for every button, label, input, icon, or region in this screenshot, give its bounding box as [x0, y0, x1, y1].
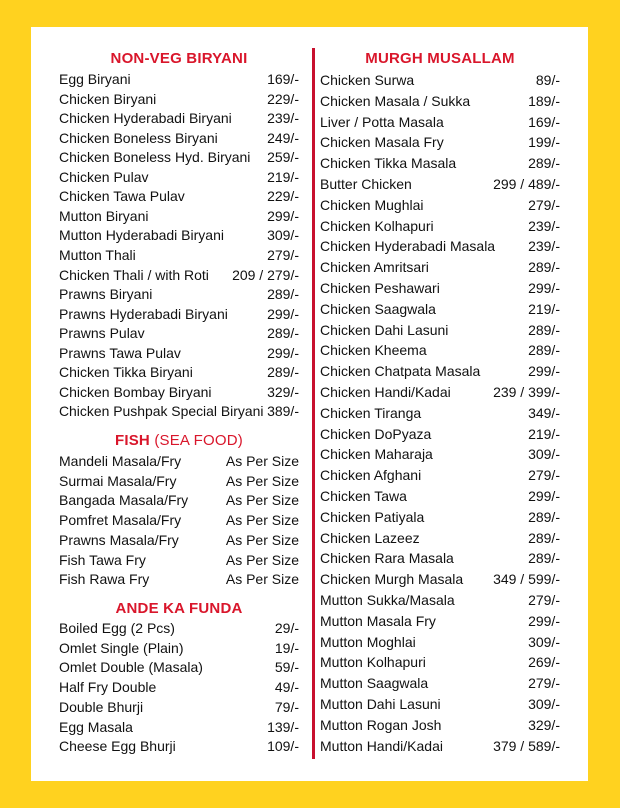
menu-item — [59, 90, 299, 108]
item-price: 289/- — [528, 550, 560, 567]
item-price: 199/- — [528, 134, 560, 151]
item-name: Chicken Afghani — [320, 467, 422, 484]
item-name: Prawns Hyderabadi Biryani — [59, 305, 228, 322]
menu-item — [59, 402, 299, 420]
item-name: Egg Masala — [59, 718, 133, 735]
item-price: 279/- — [528, 196, 560, 213]
item-price: 299/- — [528, 612, 560, 629]
menu-item — [320, 175, 560, 193]
menu-item — [320, 113, 560, 131]
item-price: 279/- — [267, 246, 299, 263]
item-name: Prawns Tawa Pulav — [59, 344, 181, 361]
menu-item — [59, 226, 299, 244]
item-price: 309/- — [528, 446, 560, 463]
item-price: 59/- — [274, 659, 299, 676]
item-name: Mutton Kolhapuri — [320, 654, 426, 671]
menu-item — [59, 187, 299, 205]
item-name: Mutton Handi/Kadai — [320, 737, 443, 754]
item-name: Chicken Hyderabadi Masala — [320, 238, 496, 255]
menu-item — [59, 619, 299, 637]
menu-item — [59, 472, 299, 490]
menu-item — [59, 109, 299, 127]
item-price: 289/- — [528, 508, 560, 525]
menu-item — [59, 285, 299, 303]
item-price: 289/- — [267, 286, 299, 303]
item-price: As Per Size — [225, 531, 299, 548]
item-name: Mutton Rogan Josh — [320, 716, 442, 733]
menu-item — [320, 529, 560, 547]
item-price: 349 / 599/- — [493, 571, 560, 588]
item-name: Mutton Saagwala — [320, 675, 429, 692]
menu-item — [59, 383, 299, 401]
section-title-murgh-musallam: MURGH MUSALLAM — [365, 50, 515, 67]
item-name: Pomfret Masala/Fry — [59, 512, 182, 529]
menu-item — [320, 383, 560, 401]
menu-item — [320, 237, 560, 255]
item-name: Surmai Masala/Fry — [59, 472, 177, 489]
menu-item — [59, 168, 299, 186]
item-name: Chicken Masala Fry — [320, 134, 444, 151]
menu-item — [320, 404, 560, 422]
item-name: Butter Chicken — [320, 176, 412, 192]
menu-item — [59, 148, 299, 166]
item-price: 299/- — [267, 207, 299, 224]
menu-item — [59, 678, 299, 696]
item-name: Mutton Moghlai — [320, 633, 416, 650]
item-name: Chicken Tawa Pulav — [59, 188, 185, 205]
item-name: Chicken Chatpata Masala — [320, 363, 481, 380]
item-price: 239/- — [528, 238, 560, 255]
menu-item — [59, 129, 299, 147]
item-name: Omlet Single (Plain) — [59, 639, 184, 656]
item-price: As Per Size — [225, 453, 299, 469]
item-price: 299/- — [267, 305, 299, 322]
item-name: Chicken Hyderabadi Biryani — [59, 110, 232, 127]
item-price: 289/- — [267, 364, 299, 381]
menu-item — [320, 217, 560, 235]
menu-item — [59, 737, 299, 755]
item-price: 309/- — [267, 227, 299, 244]
item-name: Chicken Kolhapuri — [320, 217, 434, 234]
item-price: 309/- — [528, 633, 560, 650]
item-name: Chicken Amritsari — [320, 259, 429, 276]
section-title-fish — [59, 432, 299, 449]
item-name: Chicken Mughlai — [320, 196, 424, 213]
item-price: 219/- — [267, 168, 299, 185]
item-price: 309/- — [528, 696, 560, 712]
item-price: 279/- — [528, 592, 560, 608]
item-price: 209 / 279/- — [232, 266, 299, 283]
item-price: 259/- — [267, 149, 299, 166]
item-price: 279/- — [528, 675, 560, 692]
menu-item — [320, 570, 560, 588]
item-price: 189/- — [528, 92, 560, 109]
item-name: Half Fry Double — [59, 679, 157, 696]
item-price: 219/- — [528, 425, 560, 442]
menu-item — [59, 207, 299, 225]
item-price: 329/- — [267, 383, 299, 400]
item-price: 289/- — [528, 259, 560, 276]
item-name: Chicken Saagwala — [320, 300, 436, 317]
item-name: Chicken Lazeez — [320, 529, 420, 546]
item-name: Chicken Masala / Sukka — [320, 92, 471, 109]
item-name: Chicken Rara Masala — [320, 550, 454, 567]
menu-item — [320, 716, 560, 734]
item-price: 349/- — [528, 404, 560, 421]
item-name: Chicken Maharaja — [320, 446, 433, 463]
item-name: Chicken Tikka Biryani — [59, 364, 193, 381]
menu-item — [59, 570, 299, 588]
menu-item — [59, 305, 299, 323]
item-price: 299/- — [528, 363, 560, 380]
item-name: Chicken Tawa — [320, 488, 407, 504]
menu-item — [59, 344, 299, 362]
item-name: Chicken Biryani — [59, 90, 157, 107]
item-price: 389/- — [267, 403, 299, 420]
item-price: 289/- — [528, 529, 560, 546]
menu-item — [320, 549, 560, 567]
item-price: 279/- — [528, 467, 560, 484]
menu-item — [59, 551, 299, 569]
item-name: Double Bhurji — [59, 698, 144, 715]
item-price: 299/- — [267, 344, 299, 361]
item-name: Omlet Double (Masala) — [59, 659, 203, 676]
fish-subtitle: (SEA FOOD) — [154, 432, 244, 449]
menu-item — [320, 508, 560, 526]
item-name: Chicken Surwa — [320, 72, 415, 88]
item-name: Chicken Bombay Biryani — [59, 383, 212, 400]
menu-item — [320, 487, 560, 505]
menu-item — [320, 133, 560, 151]
item-price: 169/- — [267, 71, 299, 87]
menu-item — [320, 321, 560, 339]
item-name: Prawns Biryani — [59, 286, 153, 303]
item-price: 49/- — [274, 679, 299, 696]
section-title-non-veg-biryani: NON-VEG BIRYANI — [110, 50, 248, 67]
menu-item — [320, 653, 560, 671]
menu-item — [59, 718, 299, 736]
item-name: Prawns Masala/Fry — [59, 531, 179, 548]
item-price: 109/- — [267, 738, 299, 755]
menu-item — [320, 196, 560, 214]
item-name: Chicken Thali / with Roti — [59, 266, 209, 283]
menu-item — [320, 466, 560, 484]
menu-item — [320, 612, 560, 630]
item-price: 249/- — [267, 129, 299, 146]
menu-item — [59, 70, 299, 88]
menu-item — [320, 300, 560, 318]
menu-item — [320, 154, 560, 172]
item-price: 19/- — [274, 639, 299, 656]
item-price: 229/- — [267, 90, 299, 107]
menu-item — [320, 674, 560, 692]
menu-item — [59, 531, 299, 549]
item-price: 239/- — [528, 217, 560, 234]
item-name: Mutton Masala Fry — [320, 612, 436, 629]
item-name: Mutton Sukka/Masala — [320, 592, 455, 608]
item-price: As Per Size — [225, 551, 299, 568]
item-price: 299/- — [528, 280, 560, 296]
item-price: 89/- — [535, 72, 560, 88]
item-name: Cheese Egg Bhurji — [59, 738, 176, 755]
item-name: Egg Biryani — [59, 71, 131, 87]
item-price: 239/- — [267, 110, 299, 127]
item-name: Chicken Tiranga — [320, 404, 422, 421]
item-price: As Per Size — [225, 512, 299, 529]
menu-item — [59, 639, 299, 657]
item-price: As Per Size — [225, 492, 299, 509]
item-name: Boiled Egg (2 Pcs) — [59, 620, 175, 636]
item-price: 299 / 489/- — [493, 176, 560, 192]
section-title-ande-ka-funda: ANDE KA FUNDA — [115, 600, 243, 617]
menu-item — [59, 698, 299, 716]
menu-item — [59, 491, 299, 509]
menu-item — [320, 737, 560, 755]
menu-item — [320, 71, 560, 89]
fish-title: FISH — [114, 432, 150, 449]
item-price: As Per Size — [225, 571, 299, 588]
menu-item — [320, 258, 560, 276]
item-price: 289/- — [267, 325, 299, 342]
item-price: 329/- — [528, 716, 560, 733]
item-name: Mandeli Masala/Fry — [59, 453, 182, 469]
item-name: Bangada Masala/Fry — [59, 492, 189, 509]
item-name: Prawns Pulav — [59, 325, 145, 342]
item-price: 219/- — [528, 300, 560, 317]
menu-item — [320, 341, 560, 359]
menu-item — [320, 279, 560, 297]
menu-item — [320, 362, 560, 380]
menu-item — [59, 324, 299, 342]
item-name: Mutton Thali — [59, 246, 136, 263]
column-divider — [312, 48, 315, 759]
item-name: Chicken Boneless Hyd. Biryani — [59, 149, 251, 166]
item-name: Chicken Dahi Lasuni — [320, 321, 449, 338]
menu-item — [59, 511, 299, 529]
item-name: Chicken Patiyala — [320, 508, 425, 525]
menu-item — [320, 591, 560, 609]
menu-item — [320, 92, 560, 110]
item-price: 229/- — [267, 188, 299, 205]
menu-item — [59, 266, 299, 284]
menu-item — [59, 658, 299, 676]
menu-item — [320, 633, 560, 651]
item-price: 169/- — [528, 113, 560, 130]
item-name: Chicken Peshawari — [320, 280, 440, 296]
menu-item — [59, 363, 299, 381]
item-name: Chicken Pulav — [59, 168, 149, 185]
item-name: Fish Rawa Fry — [59, 571, 150, 588]
item-price: 139/- — [267, 718, 299, 735]
menu-item — [320, 445, 560, 463]
item-price: As Per Size — [225, 472, 299, 489]
item-name: Chicken Boneless Biryani — [59, 129, 218, 146]
item-name: Mutton Dahi Lasuni — [320, 696, 441, 712]
item-name: Mutton Hyderabadi Biryani — [59, 227, 224, 244]
item-name: Mutton Biryani — [59, 207, 149, 224]
item-price: 289/- — [528, 155, 560, 172]
item-name: Chicken Tikka Masala — [320, 155, 457, 172]
item-name: Chicken Pushpak Special Biryani — [59, 403, 264, 420]
item-name: Chicken DoPyaza — [320, 425, 432, 442]
item-price: 269/- — [528, 654, 560, 671]
item-price: 239 / 399/- — [493, 384, 560, 400]
menu-item — [59, 246, 299, 264]
menu-item — [59, 452, 299, 470]
item-price: 289/- — [528, 321, 560, 338]
menu-item — [320, 695, 560, 713]
item-name: Chicken Handi/Kadai — [320, 384, 451, 400]
item-name: Liver / Potta Masala — [320, 113, 444, 130]
item-price: 29/- — [274, 620, 299, 636]
item-name: Fish Tawa Fry — [59, 551, 146, 568]
item-price: 79/- — [274, 698, 299, 715]
menu-item — [320, 425, 560, 443]
item-price: 379 / 589/- — [493, 737, 560, 754]
item-price: 289/- — [528, 342, 560, 359]
item-name: Chicken Murgh Masala — [320, 571, 464, 588]
item-price: 299/- — [528, 488, 560, 504]
item-name: Chicken Kheema — [320, 342, 427, 359]
